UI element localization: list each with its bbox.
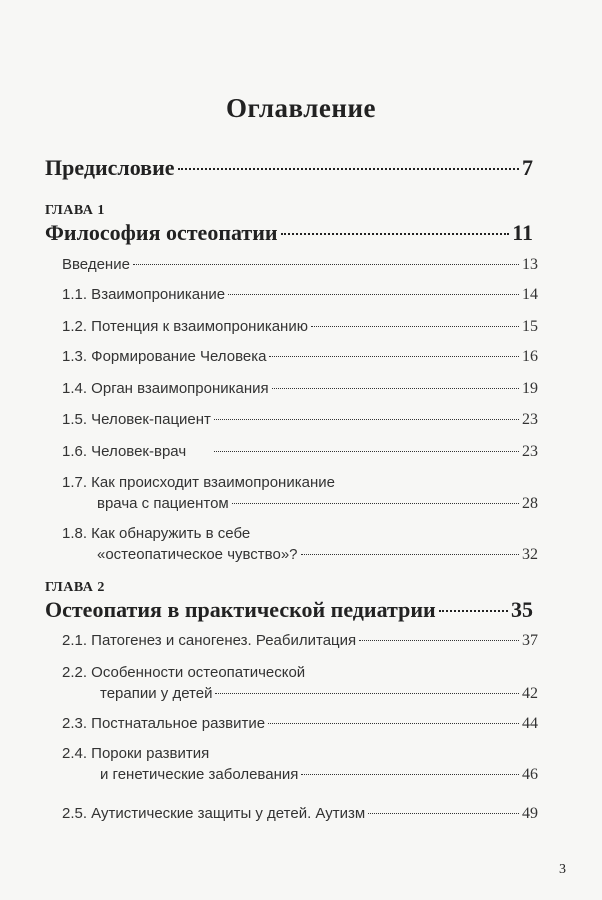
toc-entry[interactable] bbox=[62, 380, 538, 398]
toc-entry[interactable] bbox=[62, 632, 538, 650]
toc-entry[interactable] bbox=[62, 286, 538, 304]
entry-label: 1.3. Формирование Человека bbox=[62, 348, 267, 365]
leader-dots bbox=[133, 264, 519, 265]
entry-label: 1.1. Взаимопроникание bbox=[62, 286, 226, 303]
leader-dots bbox=[215, 693, 519, 694]
entry-page: 37 bbox=[522, 632, 538, 649]
entry-page: 44 bbox=[522, 715, 538, 732]
entry-label: Остеопатия в практической педиатрии bbox=[45, 597, 436, 622]
leader-dots bbox=[269, 356, 519, 357]
toc-entry[interactable] bbox=[62, 715, 538, 733]
toc-entry[interactable] bbox=[62, 318, 538, 336]
leader-dots bbox=[268, 723, 519, 724]
leader-dots bbox=[214, 419, 519, 420]
entry-page: 11 bbox=[512, 220, 533, 245]
entry-page: 35 bbox=[511, 597, 533, 622]
leader-dots bbox=[281, 233, 510, 235]
leader-dots bbox=[214, 451, 519, 452]
entry-label: 1.6. Человек-врач bbox=[62, 443, 187, 460]
entry-page: 32 bbox=[522, 546, 538, 563]
entry-label-continued: врача с пациентом bbox=[97, 495, 229, 512]
entry-label: 2.3. Постнатальное развитие bbox=[62, 715, 266, 732]
page-number: 3 bbox=[559, 862, 566, 877]
page-title: Оглавление bbox=[226, 93, 376, 123]
entry-label: Предисловие bbox=[45, 155, 175, 180]
leader-dots bbox=[301, 774, 519, 775]
entry-page: 23 bbox=[522, 411, 538, 428]
leader-dots bbox=[228, 294, 519, 295]
leader-dots bbox=[311, 326, 519, 327]
entry-label: 2.4. Пороки развития bbox=[62, 745, 210, 762]
entry-label: Философия остеопатии bbox=[45, 220, 278, 245]
chapter-label: ГЛАВА 2 bbox=[45, 580, 105, 595]
entry-label: 1.4. Орган взаимопроникания bbox=[62, 380, 269, 397]
leader-dots bbox=[232, 503, 519, 504]
toc-entry-chapter-1[interactable] bbox=[45, 220, 533, 246]
toc-entry[interactable] bbox=[62, 443, 538, 461]
entry-label: 1.7. Как происходит взаимопроникание bbox=[62, 474, 335, 491]
entry-page: 46 bbox=[522, 766, 538, 783]
leader-dots bbox=[301, 554, 519, 555]
entry-page: 14 bbox=[522, 286, 538, 303]
entry-label: 2.5. Аутистические защиты у детей. Аутизм bbox=[62, 805, 366, 822]
entry-label: Введение bbox=[62, 256, 130, 273]
toc-entry[interactable] bbox=[62, 745, 538, 784]
leader-dots bbox=[368, 813, 519, 814]
entry-page: 13 bbox=[522, 256, 538, 273]
leader-dots bbox=[272, 388, 519, 389]
toc-entry[interactable] bbox=[62, 525, 538, 564]
entry-page: 42 bbox=[522, 685, 538, 702]
entry-label: 1.8. Как обнаружить в себе bbox=[62, 525, 251, 542]
entry-label: 1.2. Потенция к взаимопроникани​ю bbox=[62, 318, 308, 335]
entry-label-continued: и генетические заболевания bbox=[100, 766, 299, 783]
leader-dots bbox=[439, 610, 508, 612]
toc-entry-chapter-2[interactable] bbox=[45, 597, 533, 623]
toc-entry[interactable] bbox=[62, 256, 538, 274]
toc-entry[interactable] bbox=[62, 411, 538, 429]
entry-page: 49 bbox=[522, 805, 538, 822]
entry-page: 16 bbox=[522, 348, 538, 365]
entry-page: 15 bbox=[522, 318, 538, 335]
entry-page: 23 bbox=[522, 443, 538, 460]
entry-label: 1.5. Человек-пациент bbox=[62, 411, 211, 428]
leader-dots bbox=[359, 640, 519, 641]
entry-label-continued: терапии у детей bbox=[100, 685, 213, 702]
toc-entry-preface[interactable] bbox=[45, 155, 533, 181]
toc-entry[interactable] bbox=[62, 348, 538, 366]
entry-page: 19 bbox=[522, 380, 538, 397]
entry-label: 2.2. Особенности остеопатической bbox=[62, 664, 306, 681]
leader-dots bbox=[178, 168, 519, 170]
toc-entry[interactable] bbox=[62, 664, 538, 703]
toc-entry[interactable] bbox=[62, 474, 538, 513]
toc-entry[interactable] bbox=[62, 805, 538, 823]
entry-label: 2.1. Патогенез и саногенез. Реабилитация bbox=[62, 632, 357, 649]
entry-page: 7 bbox=[522, 155, 533, 180]
entry-label-continued: «остеопатическое чувство»? bbox=[97, 546, 298, 563]
entry-page: 28 bbox=[522, 495, 538, 512]
chapter-label: ГЛАВА 1 bbox=[45, 203, 105, 218]
